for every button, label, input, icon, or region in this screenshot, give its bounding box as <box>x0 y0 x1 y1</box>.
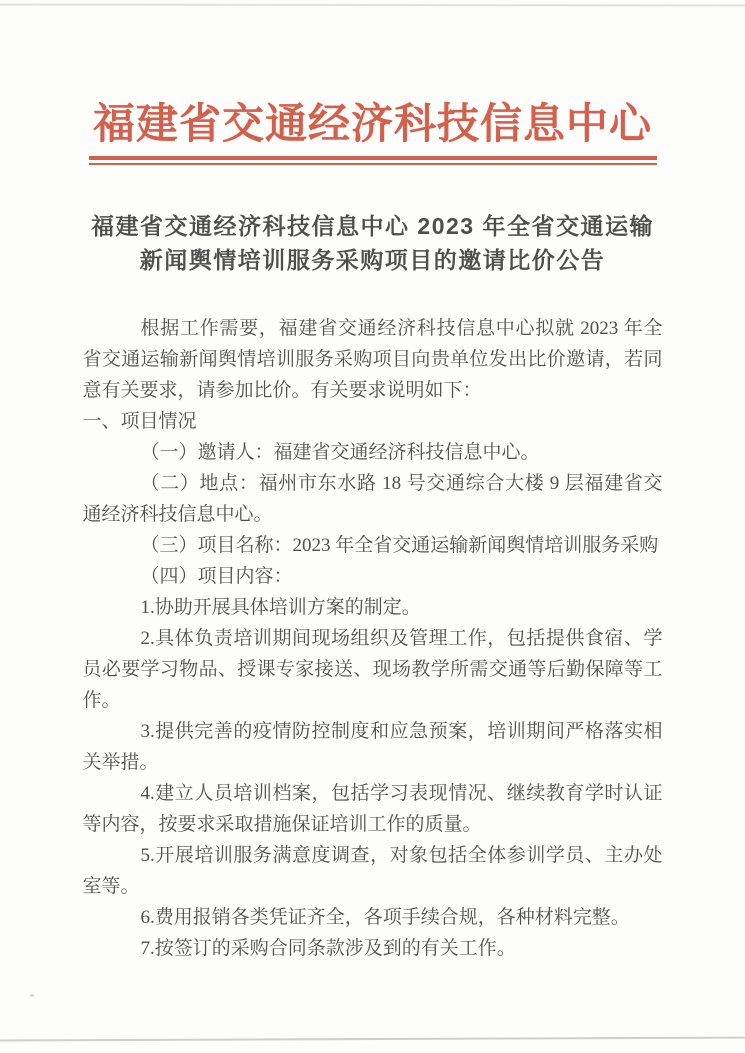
letterhead-title: 福建省交通经济科技信息中心 <box>92 102 652 148</box>
list-item-1: 1.协助开展具体培训方案的制定。 <box>140 597 421 618</box>
letterhead-block <box>0 0 745 165</box>
letterhead-divider-thin-line <box>89 163 657 165</box>
paragraph-inviter: （一）邀请人：福建省交通经济科技信息中心。 <box>140 442 540 463</box>
document-title <box>0 209 745 277</box>
paragraph-project-name: （三）项目名称：2023 年全省交通运输新闻舆情培训服务采购 <box>140 535 659 556</box>
list-item-6: 6.费用报销各类凭证齐全，各项手续合规，各种材料完整。 <box>140 907 630 928</box>
section-heading-project-info: 一、项目情况 <box>82 411 197 432</box>
scan-noise-dot <box>30 994 34 997</box>
letterhead-divider <box>89 156 657 165</box>
document-title-line-2: 新闻舆情培训服务采购项目的邀请比价公告 <box>139 247 606 273</box>
paragraph-location: （二）地点：福州市东水路 18 号交通综合大楼 9 层福建省交通经济科技信息中心。 <box>82 473 663 525</box>
document-title-line-1: 福建省交通经济科技信息中心 2023 年全省交通运输 <box>91 213 654 239</box>
document-body <box>83 313 663 964</box>
list-item-5: 5.开展培训服务满意度调查，对象包括全体参训学员、主办处室等。 <box>82 845 663 897</box>
list-item-4: 4.建立人员培训档案，包括学习表现情况、继续教育学时认证等内容，按要求采取措施保证培训工作的质量。 <box>82 783 663 835</box>
list-item-2: 2.具体负责培训期间现场组织及管理工作，包括提供食宿、学员必要学习物品、授课专家接送、现场教学所需交通等后勤保障等工作。 <box>82 628 663 711</box>
paragraph-project-content: （四）项目内容： <box>140 566 293 587</box>
scan-edge-bottom-line <box>0 1037 745 1041</box>
list-item-7: 7.按签订的采购合同条款涉及到的有关工作。 <box>140 938 516 959</box>
letterhead-divider-thick-line <box>89 156 657 160</box>
list-item-3: 3.提供完善的疫情防控制度和应急预案，培训期间严格落实相关举措。 <box>82 721 663 773</box>
paragraph-intro: 根据工作需要，福建省交通经济科技信息中心拟就 2023 年全省交通运输新闻舆情培训服务采购项目向贵单位发出比价邀请，若同意有关要求，请参加比价。有关要求说明如下： <box>82 318 663 401</box>
